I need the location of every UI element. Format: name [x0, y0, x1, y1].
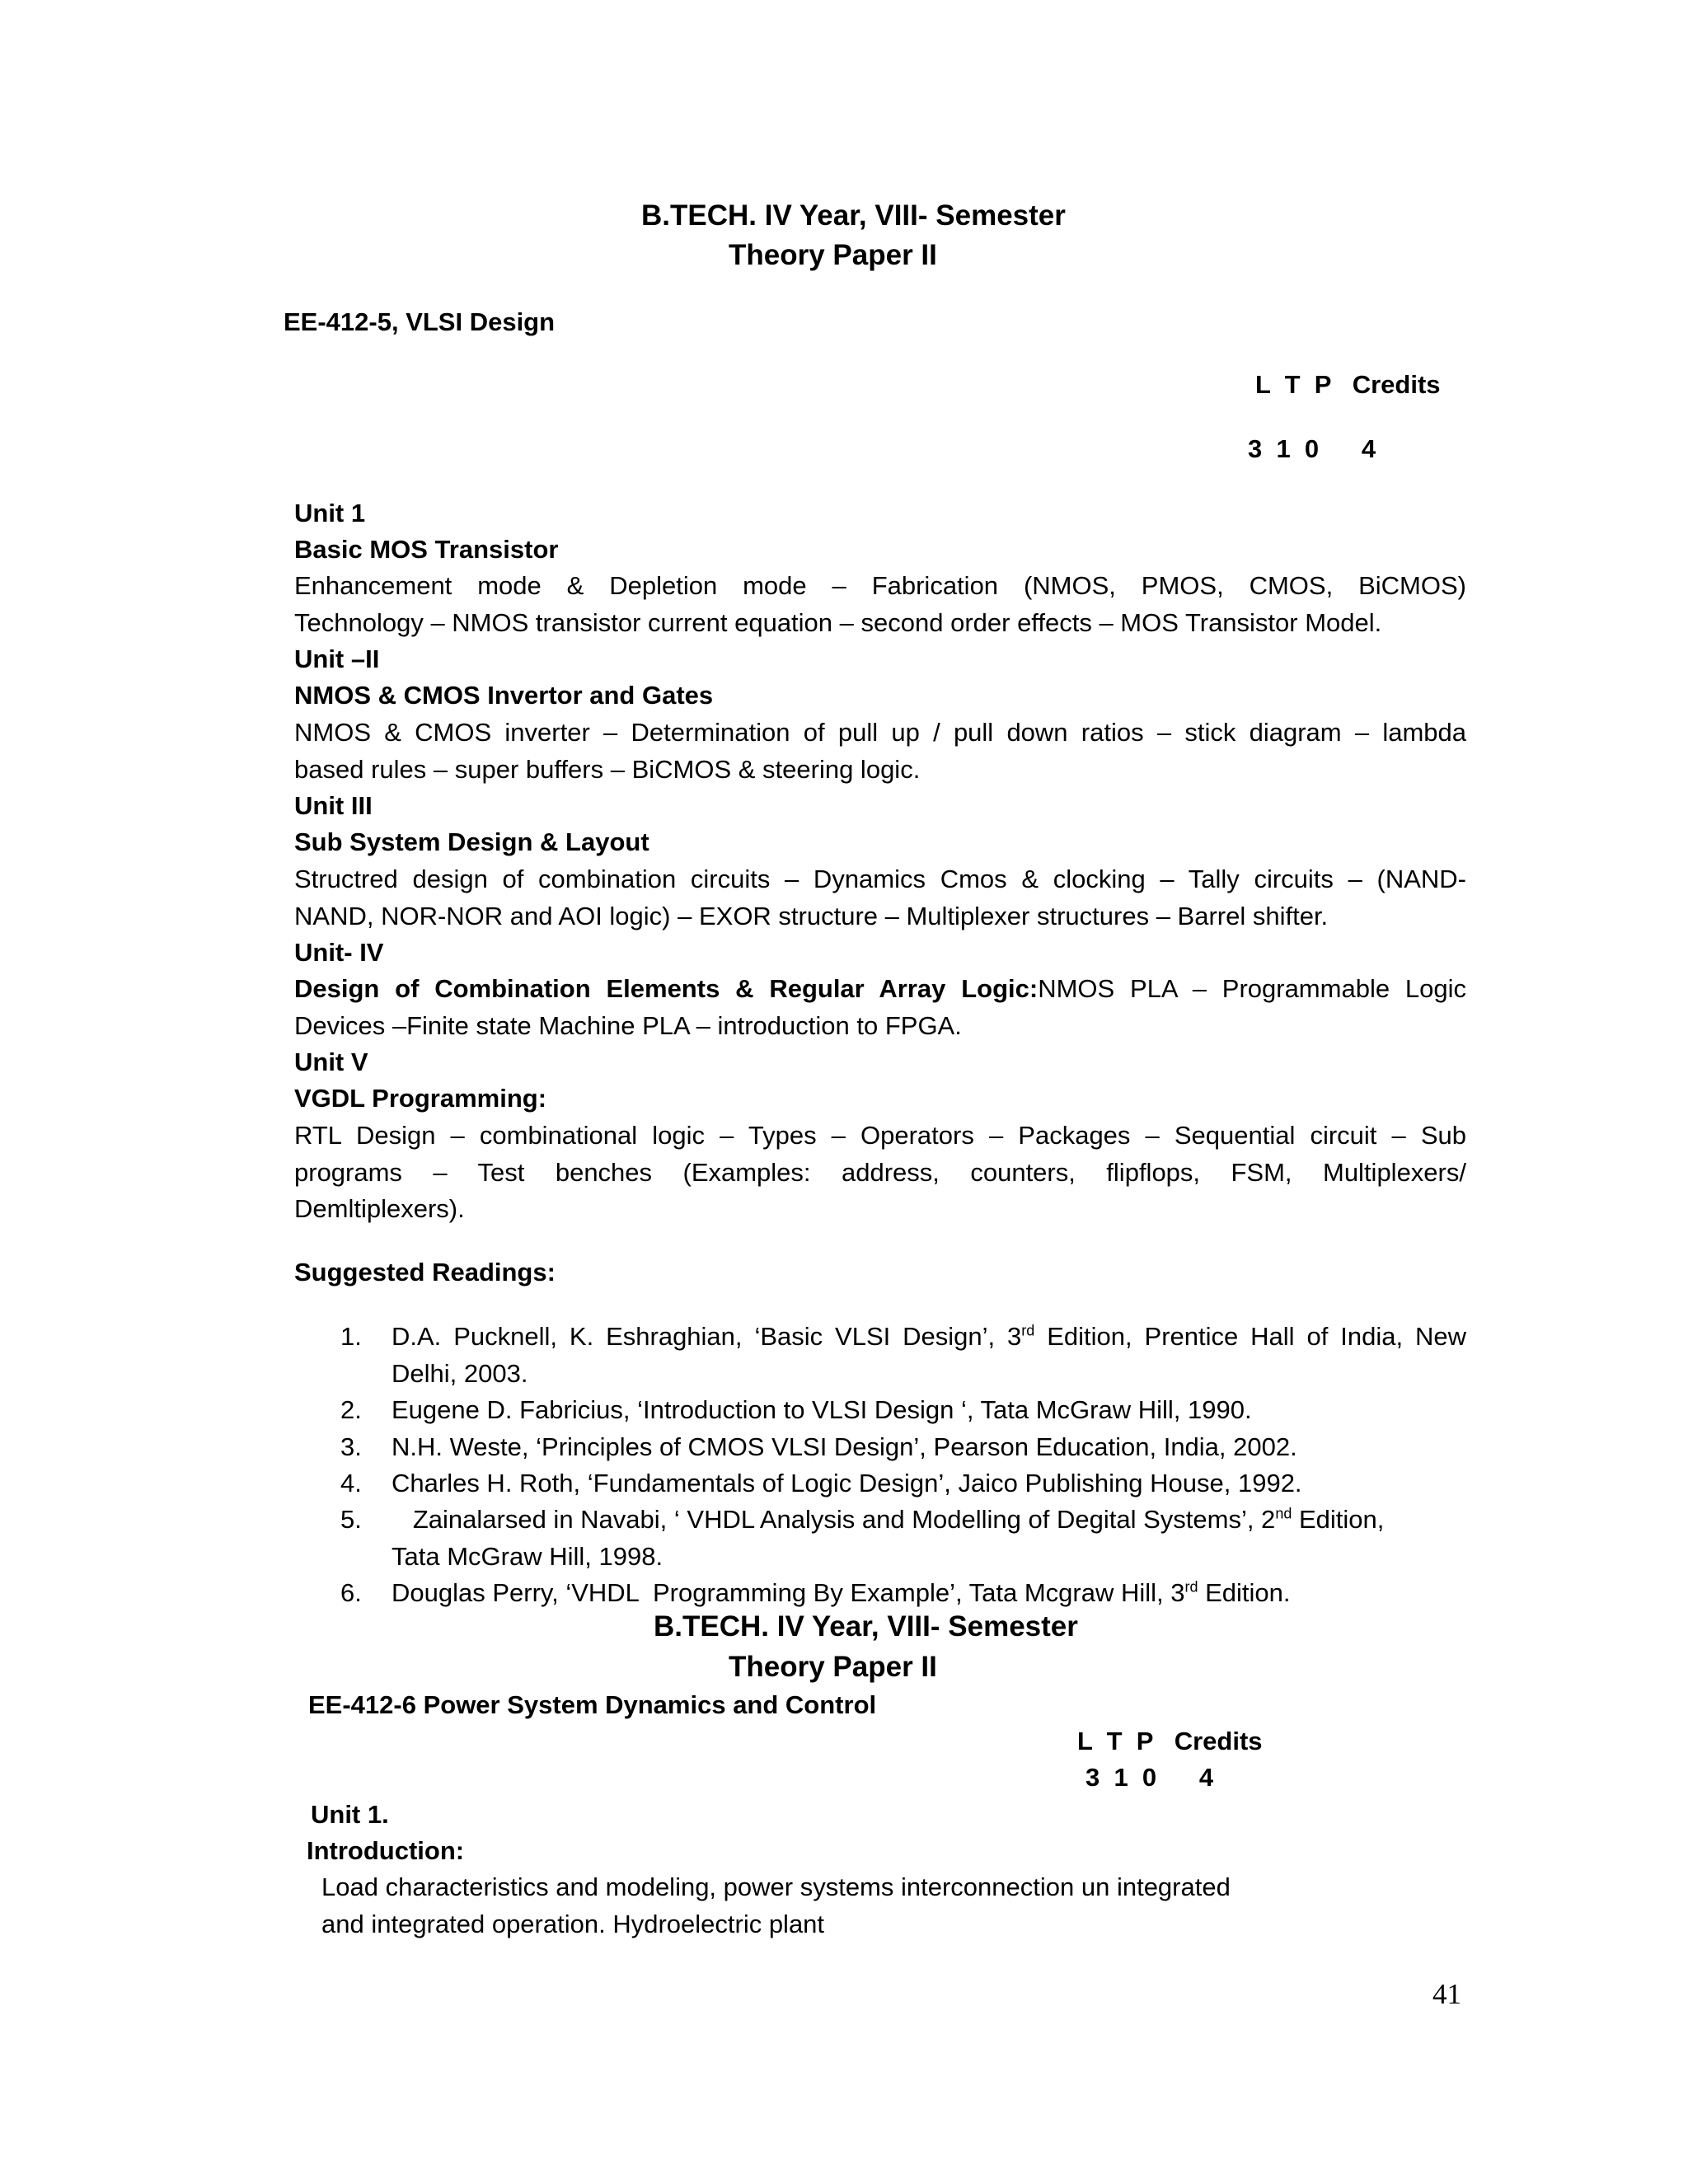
section1-header-line2: Theory Paper II	[729, 239, 937, 271]
section1-ltp-header: L T P Credits	[1255, 370, 1441, 399]
unit-1-line: Technology – NMOS transistor current equation – second order effects – MOS Transistor Model.	[294, 607, 1382, 637]
section2-unit-line: and integrated operation. Hydroelectric plant	[321, 1910, 825, 1938]
unit-3-body	[294, 861, 1466, 935]
section2-header-line1: B.TECH. IV Year, VIII- Semester	[654, 1610, 1078, 1643]
unit-2-line: NMOS & CMOS inverter – Determination of pull up / pull down ratios – stick diagram – lambda	[294, 718, 1466, 747]
unit-1-body	[294, 568, 1466, 641]
unit-4-body	[294, 971, 1466, 1044]
reading-number: 4.	[340, 1469, 362, 1497]
reading-number: 6.	[340, 1578, 362, 1607]
unit-1-label: Unit 1	[294, 499, 366, 527]
section2-course-title: EE-412-6 Power System Dynamics and Control	[308, 1690, 877, 1719]
readings-title: Suggested Readings:	[294, 1258, 556, 1286]
section2-header-line2: Theory Paper II	[729, 1651, 937, 1683]
reading-number: 2.	[340, 1395, 362, 1424]
section1-ltp-values: 3 1 0 4	[1248, 434, 1376, 463]
unit-5-body	[294, 1118, 1466, 1228]
unit-5-line: Demltiplexers).	[294, 1194, 465, 1223]
unit-5-line: RTL Design – combinational logic – Types – Operators – Packages – Sequential circuit – Sub	[294, 1121, 1466, 1150]
unit-2-body	[294, 715, 1466, 788]
unit-4-title-rest: NMOS PLA – Programmable Logic	[1038, 974, 1466, 1003]
page-number: 41	[1432, 1978, 1461, 2010]
reading-number: 1.	[340, 1322, 362, 1351]
unit-4-title: Design of Combination Elements & Regular Array Logic:	[294, 974, 1039, 1003]
unit-4-label: Unit- IV	[294, 938, 384, 967]
section2-ltp-header: L T P Credits	[1077, 1727, 1263, 1755]
unit-5-line: programs – Test benches (Examples: address, counters, flipflops, FSM, Multiplexers/	[294, 1157, 1466, 1187]
section2-unit-label: Unit 1.	[311, 1800, 389, 1829]
section1-course-title: EE-412-5, VLSI Design	[284, 307, 556, 336]
unit-2-line: based rules – super buffers – BiCMOS & steering logic.	[294, 754, 921, 784]
unit-2-title: NMOS & CMOS Invertor and Gates	[294, 681, 714, 710]
unit-4-line: Devices –Finite state Machine PLA – introduction to FPGA.	[294, 1010, 962, 1040]
unit-3-line: NAND, NOR-NOR and AOI logic) – EXOR structure – Multiplexer structures – Barrel shifter.	[294, 901, 1329, 930]
unit-3-label: Unit III	[294, 791, 373, 820]
unit-3-line: Structred design of combination circuits – Dynamics Cmos & clocking – Tally circuits – (NAND-	[294, 865, 1466, 893]
unit-2-label: Unit –II	[294, 644, 380, 673]
unit-1-line: Enhancement mode & Depletion mode – Fabrication (NMOS, PMOS, CMOS, BiCMOS)	[294, 571, 1466, 600]
reading-number: 3.	[340, 1432, 362, 1461]
section2-unit-title: Introduction:	[307, 1836, 465, 1865]
unit-3-title: Sub System Design & Layout	[294, 827, 649, 856]
unit-5-label: Unit V	[294, 1047, 368, 1076]
unit-4-title-line	[294, 971, 1466, 1008]
section2-unit-line: Load characteristics and modeling, power systems interconnection un integrated	[321, 1872, 1231, 1901]
section1-header-line1: B.TECH. IV Year, VIII- Semester	[641, 199, 1066, 232]
reading-number: 5.	[340, 1505, 362, 1534]
unit-5-title: VGDL Programming:	[294, 1084, 547, 1113]
unit-1-title: Basic MOS Transistor	[294, 535, 559, 564]
section2-ltp-values: 3 1 0 4	[1085, 1763, 1214, 1792]
